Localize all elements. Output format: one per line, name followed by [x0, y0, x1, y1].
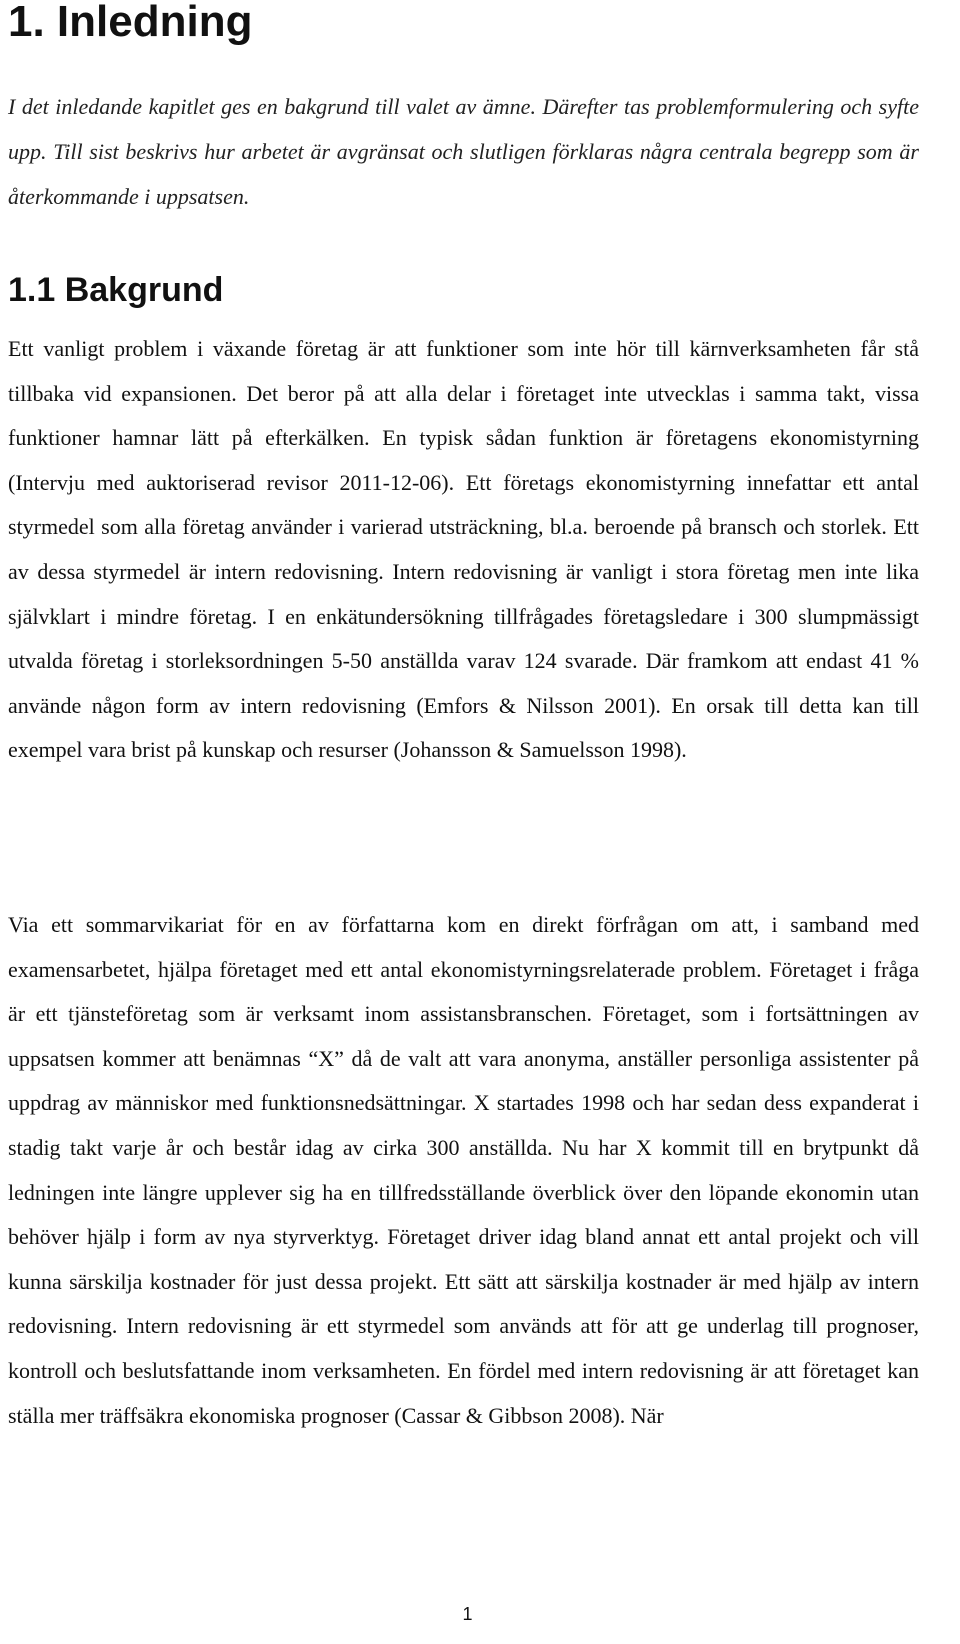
body-paragraph: Ett vanligt problem i växande företag är att funktioner som inte hör till kärnverksamheten får stå tillbaka vid expansionen. Det beror på att alla delar i företaget inte utvecklas i samma takt, vissa funktioner hamnar lätt på efterkälken. En typisk sådan funktion är företagens ekonomistyrning (Intervju med auktoriserad revisor 2011-12-06). Ett företags ekonomistyrning innefattar ett antal styrmedel som alla företag använder i varierad utsträckning, bl.a. beroende på bransch och storlek. Ett av dessa styrmedel är intern redovisning. Intern redovisning är vanligt i stora företag men inte lika självklart i mindre företag. I en enkätundersökning tillfrågades företagsledare i 300 slumpmässigt utvalda företag i storleksordningen 5-50 anställda varav 124 svarade. Där framkom att endast 41 % använde någon form av intern redovisning (Emfors & Nilsson 2001). En orsak till detta kan till exempel vara brist på kunskap och resurser (Johansson & Samuelsson 1998). — [8, 336, 919, 763]
body-paragraph: Via ett sommarvikariat för en av författarna kom en direkt förfrågan om att, i samband med examensarbetet, hjälpa företaget med ett antal ekonomistyrningsrelaterade problem. Företaget i fråga är ett tjänsteföretag som är verksamt inom assistansbranschen. Företaget, som i fortsättningen av uppsatsen kommer att benämnas “X” då de valt att vara anonyma, anställer personliga assistenter på uppdrag av människor med funktionsnedsättningar. X startades 1998 och har sedan dess expanderat i stadig takt varje år och består idag av cirka 300 anställda. Nu har X kommit till en brytpunkt då ledningen inte längre upplever sig ha en tillfredsställande överblick över den löpande ekonomin utan behöver hjälp i form av nya styrverktyg. Företaget driver idag bland annat ett antal projekt och vill kunna särskilja kostnader för just dessa projekt. Ett sätt att särskilja kostnader är med hjälp av intern redovisning. Intern redovisning är ett styrmedel som används att för att ge underlag till prognoser, kontroll och beslutsfattande inom verksamheten. En fördel med intern redovisning är att företaget kan ställa mer träffsäkra ekonomiska prognoser (Cassar & Gibbson 2008). När — [8, 912, 919, 1428]
section-heading: 1.1 Bakgrund — [8, 271, 224, 309]
chapter-intro: I det inledande kapitlet ges en bakgrund till valet av ämne. Därefter tas problemformulering och syfte upp. Till sist beskrivs hur arbetet är avgränsat och slutligen förklaras några centrala begrepp som är återkommande i uppsatsen. — [8, 94, 919, 209]
chapter-heading: 1. Inledning — [8, 0, 253, 46]
page-number: 1 — [462, 1604, 473, 1624]
